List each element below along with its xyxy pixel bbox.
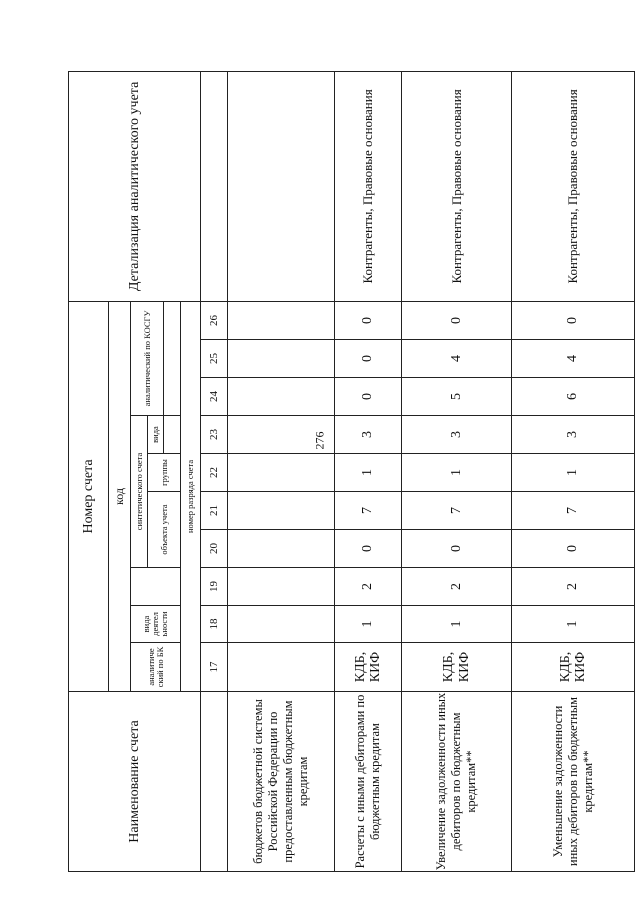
- row-value: [228, 416, 335, 454]
- header-analytic-kosgu: аналитический по КОСГУ: [131, 301, 164, 415]
- row-value: [228, 643, 335, 692]
- row-value: 2: [334, 568, 402, 606]
- header-code: код: [109, 301, 131, 691]
- table-row: [334, 71, 402, 871]
- accounts-table: [68, 71, 635, 872]
- digit-col: 25: [201, 340, 228, 378]
- row-value: 7: [512, 492, 635, 530]
- digit-col: 20: [201, 530, 228, 568]
- row-value: 7: [334, 492, 402, 530]
- row-name: Расчеты с иными дебиторами по бюджетным кредитам: [334, 692, 402, 872]
- row-value: [228, 340, 335, 378]
- digit-col: 26: [201, 301, 228, 339]
- row-value: 0: [512, 301, 635, 339]
- row-value: 6: [512, 378, 635, 416]
- header-account-number: Номер счета: [69, 301, 109, 691]
- row-value: 1: [402, 606, 512, 643]
- row-value: 5: [402, 378, 512, 416]
- row-value: 4: [402, 340, 512, 378]
- row-value: [228, 492, 335, 530]
- digit-col: 21: [201, 492, 228, 530]
- header-group: группы: [148, 454, 181, 492]
- row-value: 0: [334, 378, 402, 416]
- row-value: 0: [334, 530, 402, 568]
- row-value: [228, 530, 335, 568]
- digit-col: 22: [201, 454, 228, 492]
- row-detail: Контрагенты, Правовые основания: [334, 71, 402, 301]
- row-value: 3: [512, 416, 635, 454]
- row-detail: [228, 71, 335, 301]
- digit-col: 17: [201, 643, 228, 692]
- row-value: 4: [512, 340, 635, 378]
- row-value: КДБ, КИФ: [512, 643, 635, 692]
- row-value: КДБ, КИФ: [402, 643, 512, 692]
- row-name: Уменьшение задолженности иных дебиторов по бюджетным кредитам**: [512, 692, 635, 872]
- table-row: [402, 71, 512, 871]
- row-name: Увеличение задолженности иных дебиторов по бюджетным кредитам**: [402, 692, 512, 872]
- digit-col: 24: [201, 378, 228, 416]
- header-empty-19: [131, 568, 181, 606]
- row-detail: Контрагенты, Правовые основания: [512, 71, 635, 301]
- header-synthetic: синтетического счета: [131, 416, 148, 568]
- row-value: 0: [334, 340, 402, 378]
- header-kosgu-blank: [164, 301, 181, 415]
- header-blank-name: [201, 692, 228, 872]
- header-digit-number: номер разряда счета: [181, 301, 201, 691]
- row-value: 2: [512, 568, 635, 606]
- row-value: 3: [402, 416, 512, 454]
- digit-col: 23: [201, 416, 228, 454]
- header-activity-type: вида деятел ьности: [131, 606, 181, 643]
- rotated-table-wrapper: [68, 72, 635, 872]
- row-value: 1: [334, 454, 402, 492]
- page-number: 276: [312, 431, 327, 450]
- row-value: [228, 454, 335, 492]
- row-value: [228, 606, 335, 643]
- row-value: [228, 301, 335, 339]
- row-value: 0: [512, 530, 635, 568]
- digit-col: 18: [201, 606, 228, 643]
- row-value: 1: [402, 454, 512, 492]
- table-row: [228, 71, 335, 871]
- row-value: [228, 568, 335, 606]
- row-value: 0: [402, 301, 512, 339]
- header-detail: Детализация аналитического учета: [69, 71, 201, 301]
- row-value: 0: [402, 530, 512, 568]
- header-kind: вида: [148, 416, 164, 454]
- row-value: 0: [334, 301, 402, 339]
- row-value: 2: [402, 568, 512, 606]
- row-value: КДБ, КИФ: [334, 643, 402, 692]
- row-value: 7: [402, 492, 512, 530]
- row-value: 1: [512, 454, 635, 492]
- header-kind-blank: [164, 416, 181, 454]
- row-name: бюджетов бюджетной системы Российской Федерации по предоставленным бюджетным кредитам: [228, 692, 335, 872]
- header-object: объекта учета: [148, 492, 181, 568]
- header-analytic-bk: аналитиче ский по БК: [131, 643, 181, 692]
- row-value: 3: [334, 416, 402, 454]
- row-detail: Контрагенты, Правовые основания: [402, 71, 512, 301]
- row-value: 1: [512, 606, 635, 643]
- row-value: [228, 378, 335, 416]
- header-account-name: Наименование счета: [69, 692, 201, 872]
- header-blank-detail: [201, 71, 228, 301]
- digit-col: 19: [201, 568, 228, 606]
- table-row: [512, 71, 635, 871]
- row-value: 1: [334, 606, 402, 643]
